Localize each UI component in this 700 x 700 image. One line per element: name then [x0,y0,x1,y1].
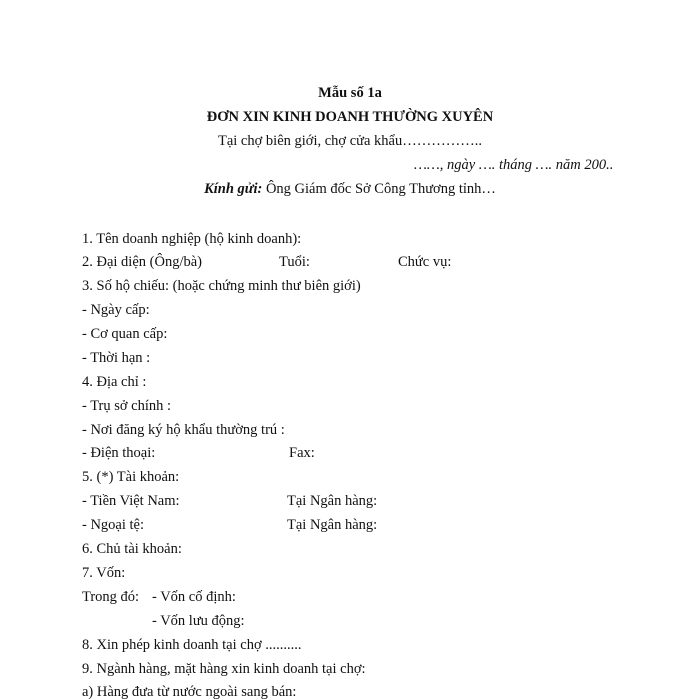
field-position: Chức vụ: [398,254,452,270]
field-imported-goods: a) Hàng đưa từ nước ngoài sang bán: [82,684,297,700]
field-account-holder: 6. Chủ tài khoản: [82,541,182,557]
field-head-office: - Trụ sở chính : [82,398,172,414]
field-representative: 2. Đại diện (Ông/bà) [82,254,202,270]
field-passport: 3. Số hộ chiếu: (hoặc chứng minh thư biên giới) [82,278,361,294]
field-business-name: 1. Tên doanh nghiệp (hộ kinh doanh): [82,231,302,247]
field-goods-lines: 9. Ngành hàng, mặt hàng xin kinh doanh tại chợ: [82,661,366,677]
field-working-capital: - Vốn lưu động: [152,613,245,629]
recipient-label: Kính gửi: [204,181,263,197]
document-subtitle: Tại chợ biên giới, chợ cửa khẩu…………….. [217,133,482,149]
field-capital-breakdown-label: Trong đó: [82,589,140,605]
date-line: ……, ngày …. tháng …. năm 200.. [414,157,614,173]
field-issue-date: - Ngày cấp: [82,302,150,318]
field-market-permit: 8. Xin phép kinh doanh tại chợ .......... [82,637,302,653]
field-account: 5. (*) Tài khoản: [82,469,180,485]
field-fixed-capital: - Vốn cố định: [152,589,236,605]
field-vnd-bank: Tại Ngân hàng: [287,493,378,509]
field-residence: - Nơi đăng ký hộ khẩu thường trú : [82,422,285,438]
field-issuer: - Cơ quan cấp: [82,326,168,342]
field-age: Tuổi: [279,254,310,270]
recipient-line [0,182,700,197]
field-foreign-bank: Tại Ngân hàng: [287,517,378,533]
field-address: 4. Địa chỉ : [82,374,147,390]
field-phone: - Điện thoại: [82,445,156,461]
document-title: ĐƠN XIN KINH DOANH THƯỜNG XUYÊN [206,109,494,125]
field-fax: Fax: [289,445,315,461]
field-foreign-account: - Ngoại tệ: [82,517,145,533]
form-number: Mẫu số 1a [318,85,382,101]
recipient-value: Ông Giám đốc Sở Công Thương tỉnh… [265,181,496,197]
field-validity: - Thời hạn : [82,350,151,366]
field-capital: 7. Vốn: [82,565,126,581]
field-vnd-account: - Tiền Việt Nam: [82,493,180,509]
